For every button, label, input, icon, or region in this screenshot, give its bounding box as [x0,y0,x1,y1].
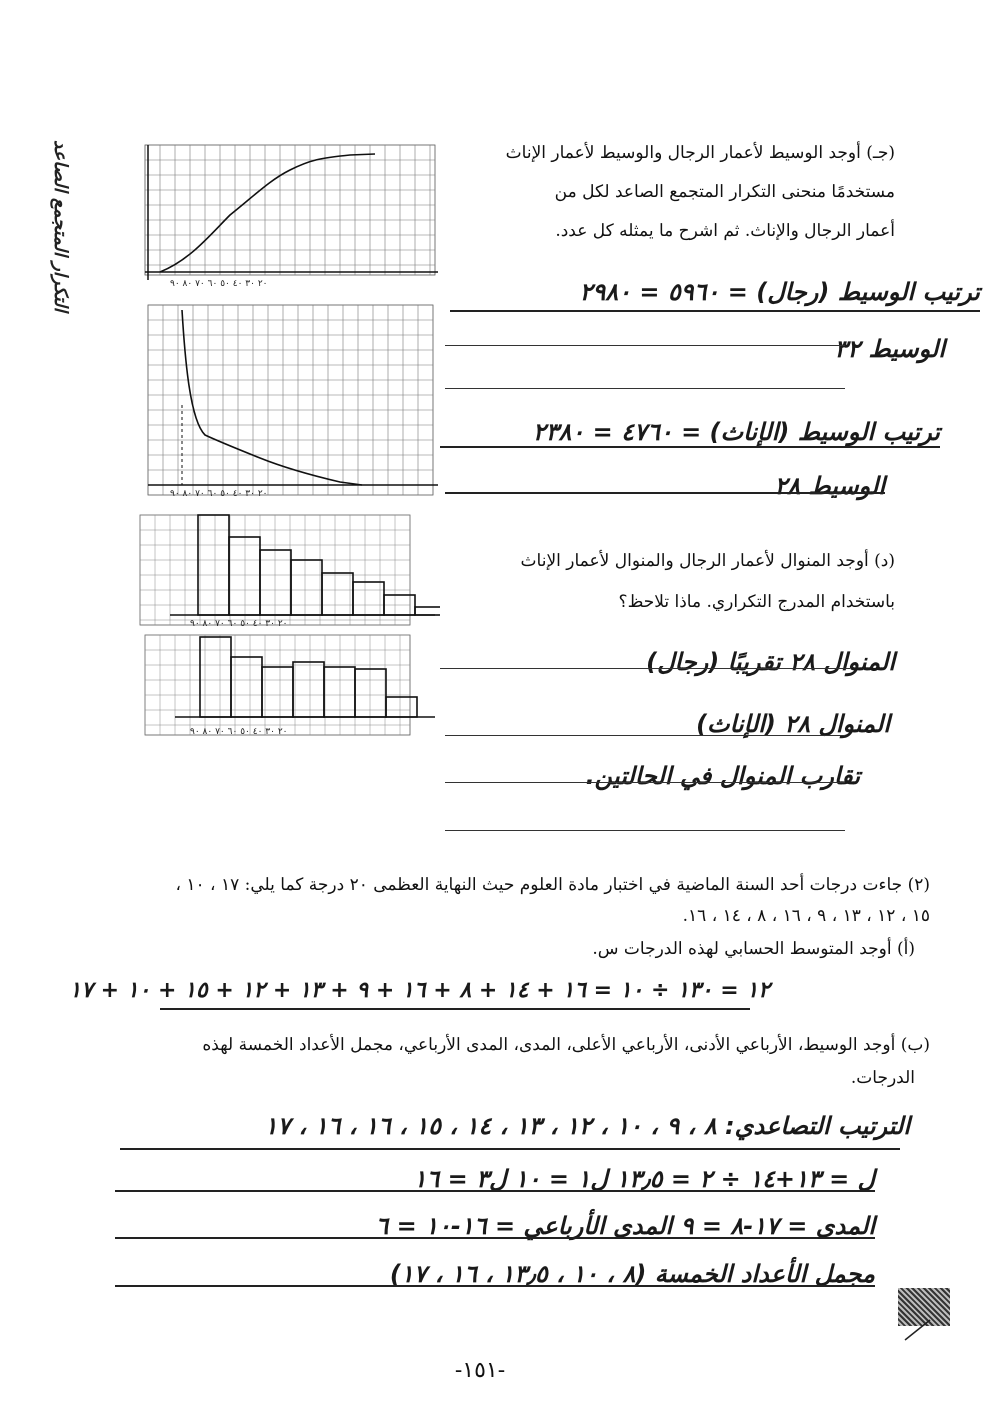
part-c-line3: أعمار الرجال والإناث. ثم اشرح ما يمثله كل عدد. [555,221,895,242]
histogram-bar [231,657,262,717]
part-d-line1: (د) أوجد المنوال لأعمار الرجال والمنوال لأعمار الإناث [520,551,895,571]
histogram-bar [322,573,353,615]
q2-part-b-line2: الدرجات. [850,1068,915,1089]
part-c-line2: مستخدمًا منحنى التكرار المتجمع الصاعد لكل من [554,182,895,203]
part-d-answer1: المنوال ٢٨ تقريبًا (رجال) [646,648,895,676]
page-number: -١٥١- [454,1358,506,1383]
side-note: التكرار المتجمع الصاعد [50,140,71,312]
q2-part-b-line1: (ب) أوجد الوسيط، الأرباعي الأدنى، الأرباعي الأعلى، المدى، المدى الأرباعي، مجمل الأعداد الخمسة لهذه [202,1035,930,1055]
part-c-answer4: الوسيط ٢٨ [774,472,885,500]
x-axis-ticks: ٢٠ ٣٠ ٤٠ ٥٠ ٦٠ ٧٠ ٨٠ ٩٠ [190,727,288,737]
part-c-line1: (جـ) أوجد الوسيط لأعمار الرجال والوسيط لأعمار الإناث [505,143,895,163]
part-d-question [440,548,895,616]
histogram-bar [262,667,293,717]
histogram-women [130,630,440,740]
q2-answer-a: ١٢ = ١٣٠ ÷ ١٠ = ١٦ + ١٤ + ٨ + ١٦ + ٩ + ١٣ + ١٢ + ١٥ + ١٠ + ١٧ [69,978,770,1003]
q2-part-b [70,1032,930,1092]
histogram-bar [229,537,260,615]
x-axis-ticks: ٢٠ ٣٠ ٤٠ ٥٠ ٦٠ ٧٠ ٨٠ ٩٠ [170,279,268,289]
part-c-answer1: ترتيب الوسيط (رجال) = ٥٩٦٠ = ٢٩٨٠ [579,278,980,306]
histogram-bar [200,637,231,717]
histogram-bar [291,560,322,615]
q2-statement [70,872,930,964]
x-axis-ticks: ٢٠ ٣٠ ٤٠ ٥٠ ٦٠ ٧٠ ٨٠ ٩٠ [190,619,288,629]
part-d-answer3: تقارب المنوال في الحالتين. [585,762,860,790]
ogive-curve [160,154,375,272]
histogram-bar [324,667,355,717]
histogram-men [130,510,440,630]
q2-answer-b3: المدى = ١٧-٨ = ٩ المدى الأرباعي = ١٦-١٠ = ٦ [375,1212,875,1240]
histogram-bar [415,607,440,615]
histogram-bar [353,582,384,615]
q2-answer-b1: الترتيب التصاعدي: ٨ ، ٩ ، ١٠ ، ١٢ ، ١٣ ، ١٤ ، ١٥ ، ١٦ ، ١٦ ، ١٧ [264,1112,910,1140]
part-d-line2: باستخدام المدرج التكراري. ماذا تلاحظ؟ [618,592,895,613]
ogive-women-graph [120,300,440,500]
ogive-curve [182,310,362,485]
q2-line1: (٢) جاءت درجات أحد السنة الماضية في اختبار مادة العلوم حيث النهاية العظمى ٢٠ درجة كما يلي: ١٧ ، ١٠ ، [175,875,930,895]
q2-answer-b2: ل = ١٣+١٤ ÷ ٢ = ١٣٫٥ ل١ = ١٠ ل٣ = ١٦ [413,1165,875,1193]
part-c-question [445,140,895,246]
histogram-bar [293,662,324,717]
part-c-answer3: ترتيب الوسيط (الإناث) = ٤٧٦٠ = ٢٣٨٠ [532,418,940,446]
histogram-bar [386,697,417,717]
ogive-men-graph [120,140,440,290]
x-axis-ticks: ٢٠ ٣٠ ٤٠ ٥٠ ٦٠ ٧٠ ٨٠ ٩٠ [170,489,268,499]
part-c-answer2: الوسيط ٣٢ [834,335,945,363]
q2-part-a: (أ) أوجد المتوسط الحسابي لهذه الدرجات س. [592,939,915,960]
q2-answer-b4: مجمل الأعداد الخمسة (٨ ، ١٠ ، ١٣٫٥ ، ١٦ ، ١٧) [389,1260,875,1288]
scan-stroke [900,1315,940,1345]
part-d-answer2: المنوال ٢٨ (الإناث) [696,710,890,738]
q2-line2: ١٥ ، ١٢ ، ١٣ ، ٩ ، ١٦ ، ٨ ، ١٤ ، ١٦. [682,906,930,927]
